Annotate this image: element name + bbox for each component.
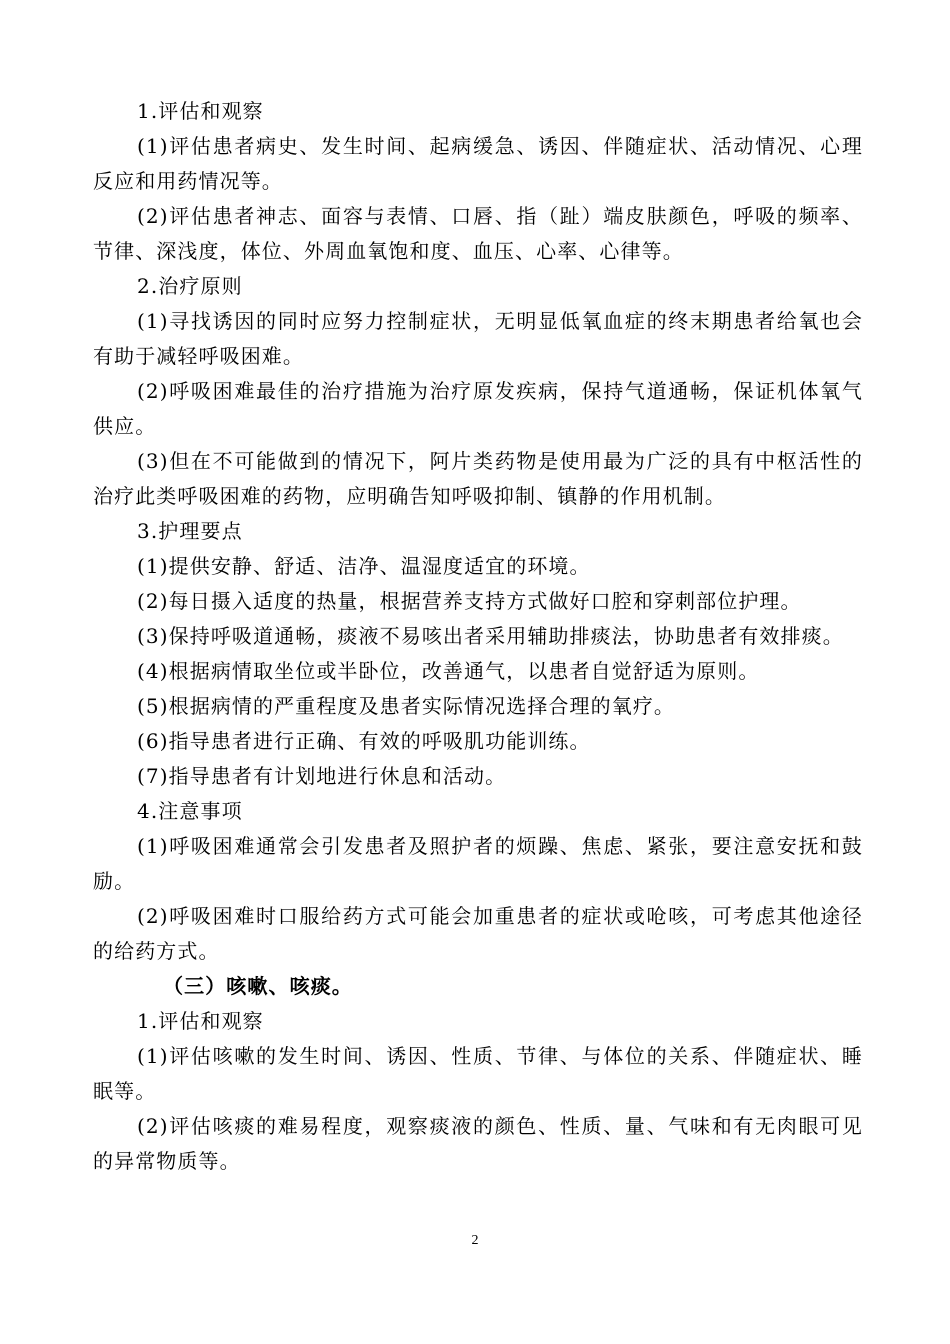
paragraph: (5)根据病情的严重程度及患者实际情况选择合理的氧疗。 <box>137 694 676 718</box>
paragraph: (1)提供安静、舒适、洁净、温湿度适宜的环境。 <box>137 554 591 578</box>
paragraph: (1)评估患者病史、发生时间、起病缓急、诱因、伴随症状、活动情况、心理反应和用药情况等。 <box>93 134 863 193</box>
paragraph: (2)呼吸困难时口服给药方式可能会加重患者的症状或呛咳，可考虑其他途径的给药方式。 <box>93 904 863 963</box>
paragraph: (1)呼吸困难通常会引发患者及照护者的烦躁、焦虑、紧张，要注意安抚和鼓励。 <box>93 834 863 893</box>
paragraph: (4)根据病情取坐位或半卧位，改善通气，以患者自觉舒适为原则。 <box>137 659 760 683</box>
section-heading-treatment-principles: 2.治疗原则 <box>137 274 243 298</box>
section-heading-precautions: 4.注意事项 <box>137 799 243 823</box>
paragraph: (3)保持呼吸道通畅，痰液不易咳出者采用辅助排痰法，协助患者有效排痰。 <box>137 624 844 648</box>
section-heading-nursing-points: 3.护理要点 <box>137 519 243 543</box>
paragraph: (7)指导患者有计划地进行休息和活动。 <box>137 764 507 788</box>
page-number: 2 <box>471 1233 479 1248</box>
paragraph: (1)寻找诱因的同时应努力控制症状，无明显低氧血症的终末期患者给氧也会有助于减轻呼吸困难。 <box>93 309 863 368</box>
section-heading-assessment: 1.评估和观察 <box>137 99 264 123</box>
paragraph: (3)但在不可能做到的情况下，阿片类药物是使用最为广泛的具有中枢活性的治疗此类呼吸困难的药物，应明确告知呼吸抑制、镇静的作用机制。 <box>93 449 863 508</box>
paragraph: (2)评估咳痰的难易程度，观察痰液的颜色、性质、量、气味和有无肉眼可见的异常物质等。 <box>93 1114 863 1173</box>
document-body <box>93 94 863 1179</box>
paragraph: (6)指导患者进行正确、有效的呼吸肌功能训练。 <box>137 729 591 753</box>
subsection-title-cough: （三）咳嗽、咳痰。 <box>163 974 353 998</box>
section-heading-assessment: 1.评估和观察 <box>137 1009 264 1033</box>
paragraph: (1)评估咳嗽的发生时间、诱因、性质、节律、与体位的关系、伴随症状、睡眠等。 <box>93 1044 863 1103</box>
paragraph: (2)呼吸困难最佳的治疗措施为治疗原发疾病，保持气道通畅，保证机体氧气供应。 <box>93 379 863 438</box>
paragraph: (2)评估患者神志、面容与表情、口唇、指（趾）端皮肤颜色，呼吸的频率、节律、深浅度，体位、外周血氧饱和度、血压、心率、心律等。 <box>93 204 863 263</box>
paragraph: (2)每日摄入适度的热量，根据营养支持方式做好口腔和穿刺部位护理。 <box>137 589 802 613</box>
